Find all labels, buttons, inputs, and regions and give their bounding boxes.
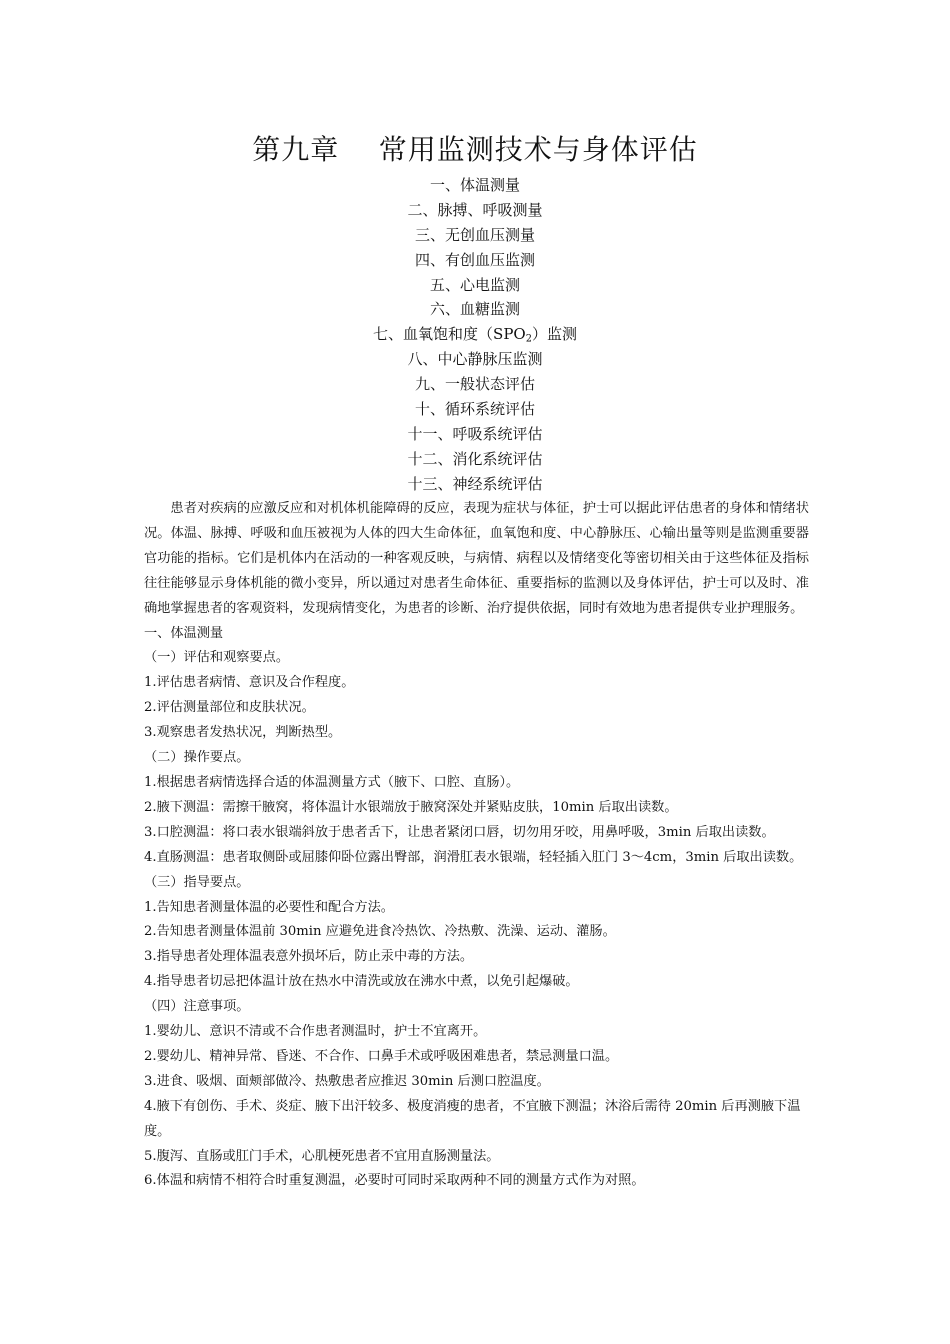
list-item: 1.婴幼儿、意识不清或不合作患者测温时，护士不宜离开。 — [144, 1024, 487, 1040]
list-item: 1.根据患者病情选择合适的体温测量方式（腋下、口腔、直肠）。 — [144, 774, 520, 790]
toc-item-text: ）监测 — [531, 325, 577, 344]
list-item: 2.腋下测温：需擦干腋窝，将体温计水银端放于腋窝深处并紧贴皮肤，10min 后取出读数。 — [144, 799, 678, 815]
toc-item: 八、中心静脉压监测 — [407, 350, 543, 369]
list-item: 3.口腔测温：将口表水银端斜放于患者舌下，让患者紧闭口唇，切勿用牙咬，用鼻呼吸，3min 后取出读数。 — [144, 824, 775, 840]
toc-item: 四、有创血压监测 — [414, 250, 535, 269]
body-text — [144, 497, 809, 1194]
list-item: 3.进食、吸烟、面颊部做冷、热敷患者应推迟 30min 后测口腔温度。 — [144, 1073, 550, 1089]
intro-paragraph: 患者对疾病的应激反应和对机体机能障碍的反应，表现为症状与体征，护士可以据此评估患者的身体和情绪状况。体温、脉搏、呼吸和血压被视为人体的四大生命体征，血氧饱和度、中心静脉压、心输出量等则是监测重要器官功能的指标。它们是机体内在活动的一种客观反映，与病情、病程以及情绪变化等密切相关由于这些体征及指标往往能够显示身体机能的微小变异，所以通过对患者生命体征、重要指标的监测以及身体评估，护士可以及时、准确地掌握患者的客观资料，发现病情变化，为患者的诊断、治疗提供依据，同时有效地为患者提供专业护理服务。 — [144, 501, 809, 616]
list-item: 1.评估患者病情、意识及合作程度。 — [144, 675, 355, 691]
subsection-heading: （四）注意事项。 — [144, 999, 250, 1015]
toc-item: 九、一般状态评估 — [414, 375, 535, 394]
subsection-heading: （二）操作要点。 — [144, 750, 250, 766]
list-item: 6.体温和病情不相符合时重复测温，必要时可同时采取两种不同的测量方式作为对照。 — [144, 1173, 645, 1189]
list-item: 1.告知患者测量体温的必要性和配合方法。 — [144, 899, 394, 915]
chapter-title: 第九章 常用监测技术与身体评估 — [252, 133, 698, 166]
toc-item: 五、心电监测 — [429, 275, 520, 294]
list-item: 4.指导患者切忌把体温计放在热水中清洗或放在沸水中煮，以免引起爆破。 — [144, 974, 579, 990]
toc-item: 十二、消化系统评估 — [407, 449, 543, 468]
toc-item: 一、体温测量 — [429, 176, 520, 194]
subscript: 2 — [525, 333, 532, 345]
toc-item: 十一、呼吸系统评估 — [407, 424, 543, 443]
subsection-heading: （一）评估和观察要点。 — [144, 650, 290, 666]
section-heading: 一、体温测量 — [144, 625, 224, 641]
toc-item: 十、循环系统评估 — [414, 400, 535, 419]
list-item: 2.告知患者测量体温前 30min 应避免进食冷热饮、冷热敷、洗澡、运动、灌肠。 — [144, 924, 616, 940]
list-item: 4.直肠测温：患者取侧卧或屈膝仰卧位露出臀部，润滑肛表水银端，轻轻插入肛门 3～4cm，3min 后取出读数。 — [144, 849, 803, 865]
toc-item: 三、无创血压测量 — [414, 225, 535, 244]
toc-item: 六、血糖监测 — [429, 300, 520, 319]
list-item: 3.观察患者发热状况，判断热型。 — [144, 725, 342, 741]
toc-item — [0, 322, 950, 347]
list-item: 3.指导患者处理体温表意外损坏后，防止汞中毒的方法。 — [144, 949, 474, 965]
list-item: 2.评估测量部位和皮肤状况。 — [144, 700, 315, 716]
list-item: 4.腋下有创伤、手术、炎症、腋下出汗较多、极度消瘦的患者，不宜腋下测温；沐浴后需待 20min 后再测腋下温度。 — [144, 1098, 801, 1139]
toc-item: 二、脉搏、呼吸测量 — [407, 200, 543, 219]
table-of-contents — [0, 173, 950, 497]
list-item: 5.腹泻、直肠或肛门手术，心肌梗死患者不宜用直肠测量法。 — [144, 1148, 500, 1164]
toc-item-text: 七、血氧饱和度（SPO — [373, 325, 526, 344]
subsection-heading: （三）指导要点。 — [144, 874, 250, 890]
list-item: 2.婴幼儿、精神异常、昏迷、不合作、口鼻手术或呼吸困难患者，禁忌测量口温。 — [144, 1048, 619, 1064]
toc-item: 十三、神经系统评估 — [407, 474, 543, 493]
